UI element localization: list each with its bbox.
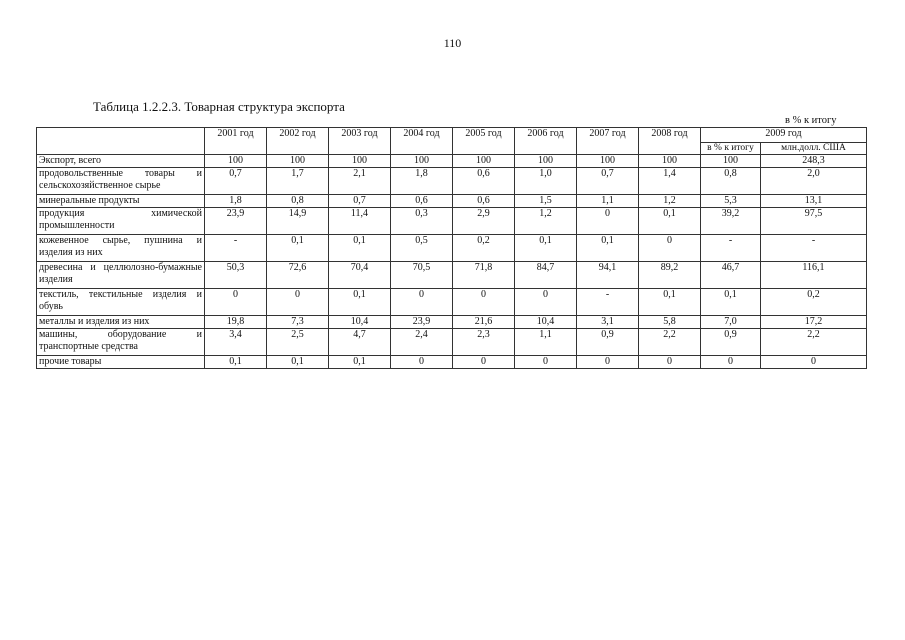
value-cell: - (761, 235, 867, 262)
value-cell: 100 (267, 155, 329, 168)
value-cell: 100 (701, 155, 761, 168)
value-cell: 1,8 (205, 195, 267, 208)
value-cell: 100 (391, 155, 453, 168)
value-cell: 0,8 (267, 195, 329, 208)
row-label: продовольственные товары и сельскохозяйственное сырье (37, 168, 205, 195)
value-cell: 1,0 (515, 168, 577, 195)
value-cell: 97,5 (761, 208, 867, 235)
value-cell: 100 (515, 155, 577, 168)
table-row (37, 168, 867, 195)
value-cell: 10,4 (515, 316, 577, 329)
header-year: 2001 год (205, 128, 267, 155)
value-cell: 1,8 (391, 168, 453, 195)
value-cell: 11,4 (329, 208, 391, 235)
value-cell: 0 (701, 356, 761, 369)
value-cell: 3,4 (205, 329, 267, 356)
row-label: Экспорт, всего (37, 155, 205, 168)
table-body (37, 155, 867, 369)
value-cell: 1,1 (577, 195, 639, 208)
value-cell: 0,1 (329, 289, 391, 316)
value-cell: 89,2 (639, 262, 701, 289)
value-cell: 3,1 (577, 316, 639, 329)
value-cell: 0,6 (453, 195, 515, 208)
value-cell: 0,7 (577, 168, 639, 195)
value-cell: 0,3 (391, 208, 453, 235)
value-cell: 1,4 (639, 168, 701, 195)
value-cell: 100 (205, 155, 267, 168)
value-cell: 4,7 (329, 329, 391, 356)
value-cell: 39,2 (701, 208, 761, 235)
value-cell: 1,2 (515, 208, 577, 235)
value-cell: - (205, 235, 267, 262)
value-cell: 5,8 (639, 316, 701, 329)
value-cell: 0,1 (639, 289, 701, 316)
value-cell: 70,5 (391, 262, 453, 289)
value-cell: 5,3 (701, 195, 761, 208)
value-cell: 0,6 (391, 195, 453, 208)
table-row (37, 235, 867, 262)
row-label: продукция химической промышленности (37, 208, 205, 235)
value-cell: 0 (205, 289, 267, 316)
value-cell: 17,2 (761, 316, 867, 329)
value-cell: 0 (453, 289, 515, 316)
row-label: древесина и целлюлозно-бумажные изделия (37, 262, 205, 289)
value-cell: 0 (577, 208, 639, 235)
table-row (37, 195, 867, 208)
value-cell: 0,1 (701, 289, 761, 316)
value-cell: 0,7 (329, 195, 391, 208)
value-cell: 248,3 (761, 155, 867, 168)
value-cell: 1,1 (515, 329, 577, 356)
value-cell: 0 (515, 356, 577, 369)
value-cell: 0 (267, 289, 329, 316)
header-million-usd: млн.долл. США (761, 143, 867, 155)
table-row (37, 208, 867, 235)
value-cell: 2,4 (391, 329, 453, 356)
row-label: кожевенное сырье, пушнина и изделия из них (37, 235, 205, 262)
value-cell: 2,0 (761, 168, 867, 195)
header-year: 2006 год (515, 128, 577, 155)
value-cell: 10,4 (329, 316, 391, 329)
value-cell: 21,6 (453, 316, 515, 329)
table-row (37, 289, 867, 316)
row-label: текстиль, текстильные изделия и обувь (37, 289, 205, 316)
value-cell: 1,5 (515, 195, 577, 208)
value-cell: 0,1 (267, 235, 329, 262)
value-cell: 0,2 (453, 235, 515, 262)
value-cell: 70,4 (329, 262, 391, 289)
value-cell: 1,7 (267, 168, 329, 195)
value-cell: 23,9 (205, 208, 267, 235)
value-cell: 2,3 (453, 329, 515, 356)
value-cell: 0 (453, 356, 515, 369)
value-cell: 50,3 (205, 262, 267, 289)
value-cell: 0 (515, 289, 577, 316)
value-cell: 0,5 (391, 235, 453, 262)
value-cell: 14,9 (267, 208, 329, 235)
value-cell: 0 (391, 289, 453, 316)
table-row (37, 316, 867, 329)
row-label: машины, оборудование и транспортные средства (37, 329, 205, 356)
value-cell: 116,1 (761, 262, 867, 289)
value-cell: 19,8 (205, 316, 267, 329)
value-cell: 2,2 (639, 329, 701, 356)
value-cell: 7,0 (701, 316, 761, 329)
value-cell: 0,1 (577, 235, 639, 262)
value-cell: 46,7 (701, 262, 761, 289)
value-cell: 1,2 (639, 195, 701, 208)
value-cell: 0,9 (701, 329, 761, 356)
table-row (37, 356, 867, 369)
value-cell: 72,6 (267, 262, 329, 289)
value-cell: 0,1 (267, 356, 329, 369)
value-cell: 0 (639, 235, 701, 262)
value-cell: - (701, 235, 761, 262)
value-cell: 0,1 (329, 235, 391, 262)
table-row (37, 155, 867, 168)
units-note: в % к итогу (785, 115, 837, 126)
row-label: минеральные продукты (37, 195, 205, 208)
header-year: 2004 год (391, 128, 453, 155)
value-cell: 94,1 (577, 262, 639, 289)
value-cell: 100 (639, 155, 701, 168)
value-cell: 0,9 (577, 329, 639, 356)
value-cell: 71,8 (453, 262, 515, 289)
value-cell: 13,1 (761, 195, 867, 208)
value-cell: 2,1 (329, 168, 391, 195)
value-cell: 84,7 (515, 262, 577, 289)
value-cell: 0 (391, 356, 453, 369)
value-cell: 7,3 (267, 316, 329, 329)
value-cell: 2,5 (267, 329, 329, 356)
header-year: 2003 год (329, 128, 391, 155)
export-structure-table (36, 127, 867, 369)
header-year: 2005 год (453, 128, 515, 155)
value-cell: 0,8 (701, 168, 761, 195)
value-cell: 0,1 (515, 235, 577, 262)
value-cell: 0,1 (329, 356, 391, 369)
row-label: прочие товары (37, 356, 205, 369)
value-cell: 0,7 (205, 168, 267, 195)
header-year: 2007 год (577, 128, 639, 155)
value-cell: 100 (329, 155, 391, 168)
value-cell: 100 (577, 155, 639, 168)
table-title: Таблица 1.2.2.3. Товарная структура экспорта (93, 99, 345, 114)
header-percent-of-total: в % к итогу (701, 143, 761, 155)
value-cell: 2,2 (761, 329, 867, 356)
value-cell: 0,6 (453, 168, 515, 195)
table-row (37, 329, 867, 356)
value-cell: 100 (453, 155, 515, 168)
value-cell: 0,2 (761, 289, 867, 316)
header-2009-group: 2009 год (701, 128, 867, 143)
value-cell: 2,9 (453, 208, 515, 235)
value-cell: 0 (639, 356, 701, 369)
value-cell: 0 (577, 356, 639, 369)
row-label: металлы и изделия из них (37, 316, 205, 329)
value-cell: 0,1 (205, 356, 267, 369)
header-year: 2002 год (267, 128, 329, 155)
value-cell: 0,1 (639, 208, 701, 235)
value-cell: - (577, 289, 639, 316)
header-year: 2008 год (639, 128, 701, 155)
value-cell: 23,9 (391, 316, 453, 329)
page-number: 110 (443, 36, 462, 50)
header-empty-cell (37, 128, 205, 155)
value-cell: 0 (761, 356, 867, 369)
table-row (37, 262, 867, 289)
